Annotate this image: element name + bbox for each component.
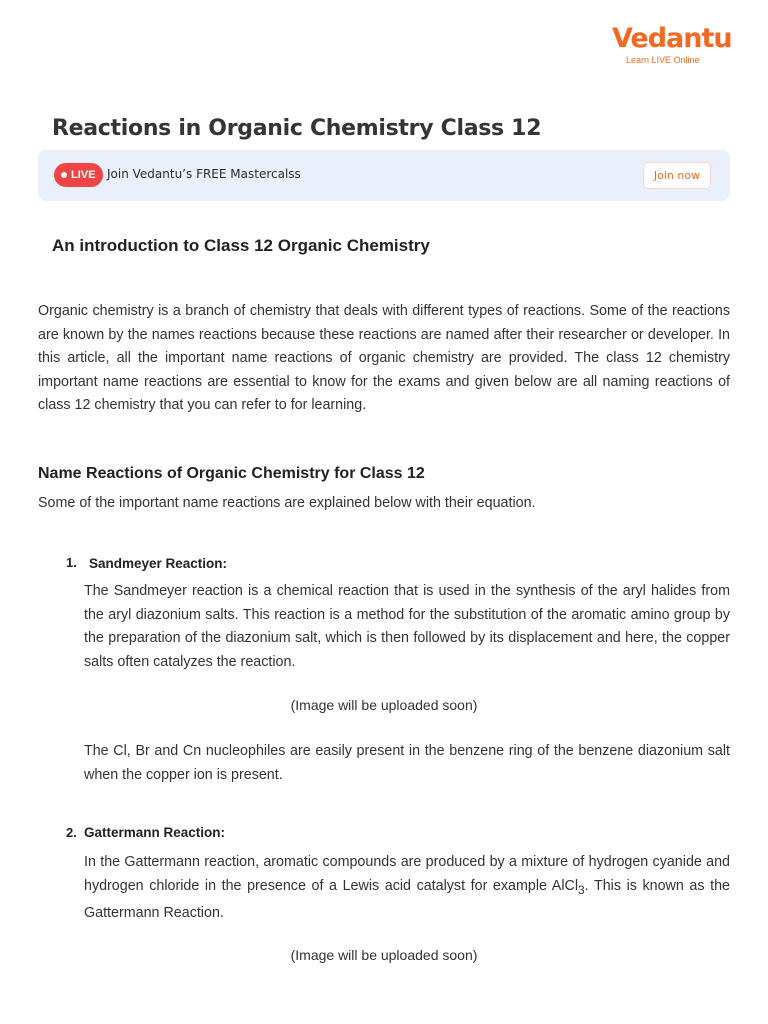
reaction-2-text-main: In the Gattermann reaction, aromatic compounds are produced by a mixture of hydrogen cyanide and hydrogen chloride in the presence of a Lewis acid catalyst for example AlCl — [84, 854, 730, 894]
logo-tagline: Learn LIVE Online — [626, 55, 700, 65]
masterclass-banner — [38, 150, 730, 201]
reaction-2-image-placeholder: (Image will be uploaded soon) — [290, 947, 478, 963]
intro-paragraph: Organic chemistry is a branch of chemistry that deals with different types of reactions. Some of the reactions are known by the names reactions because these reactions are named after their researcher or developer. In this article, all the important name reactions of organic chemistry are provided. The class 12 chemistry important name reactions are essential to know for the exams and given below are all naming reactions of class 12 chemistry that you can refer to for learning. — [38, 303, 730, 414]
name-reactions-heading: Name Reactions of Organic Chemistry for Class 12 — [38, 465, 425, 482]
reaction-1-title: Sandmeyer Reaction: — [89, 556, 228, 571]
reaction-2-title: Gattermann Reaction: — [84, 825, 226, 840]
live-dot-icon — [61, 172, 67, 178]
intro-heading: An introduction to Class 12 Organic Chemistry — [52, 236, 430, 255]
vedantu-logo[interactable] — [612, 23, 732, 74]
reaction-1-number: 1. — [66, 555, 77, 570]
reaction-2-paragraph — [84, 851, 730, 926]
live-badge — [54, 163, 103, 187]
join-now-button[interactable]: Join now — [643, 162, 711, 189]
logo-wordmark: Vedantu — [612, 23, 732, 54]
reaction-2-subscript: 3 — [578, 882, 585, 897]
reaction-2-number: 2. — [66, 825, 77, 840]
reaction-1-paragraph: The Sandmeyer reaction is a chemical reaction that is used in the synthesis of the aryl halides from the aryl diazonium salts. This reaction is a method for the substitution of the aromatic amino group by the preparation of the diazonium salt, which is then followed by its displacement and here, the copper salts often catalyzes the reaction. — [84, 583, 730, 670]
name-reactions-subtext: Some of the important name reactions are explained below with their equation. — [38, 495, 536, 511]
page-title: Reactions in Organic Chemistry Class 12 — [52, 116, 542, 141]
reaction-1-image-placeholder: (Image will be uploaded soon) — [290, 697, 478, 713]
banner-text: Join Vedantu’s FREE Mastercalss — [107, 167, 301, 181]
reaction-1-paragraph-2: The Cl, Br and Cn nucleophiles are easily present in the benzene ring of the benzene diazonium salt when the copper ion is present. — [84, 743, 730, 783]
reaction-2-text-end: . This is known as the Gattermann Reaction. — [84, 877, 731, 922]
live-label: LIVE — [71, 169, 96, 181]
